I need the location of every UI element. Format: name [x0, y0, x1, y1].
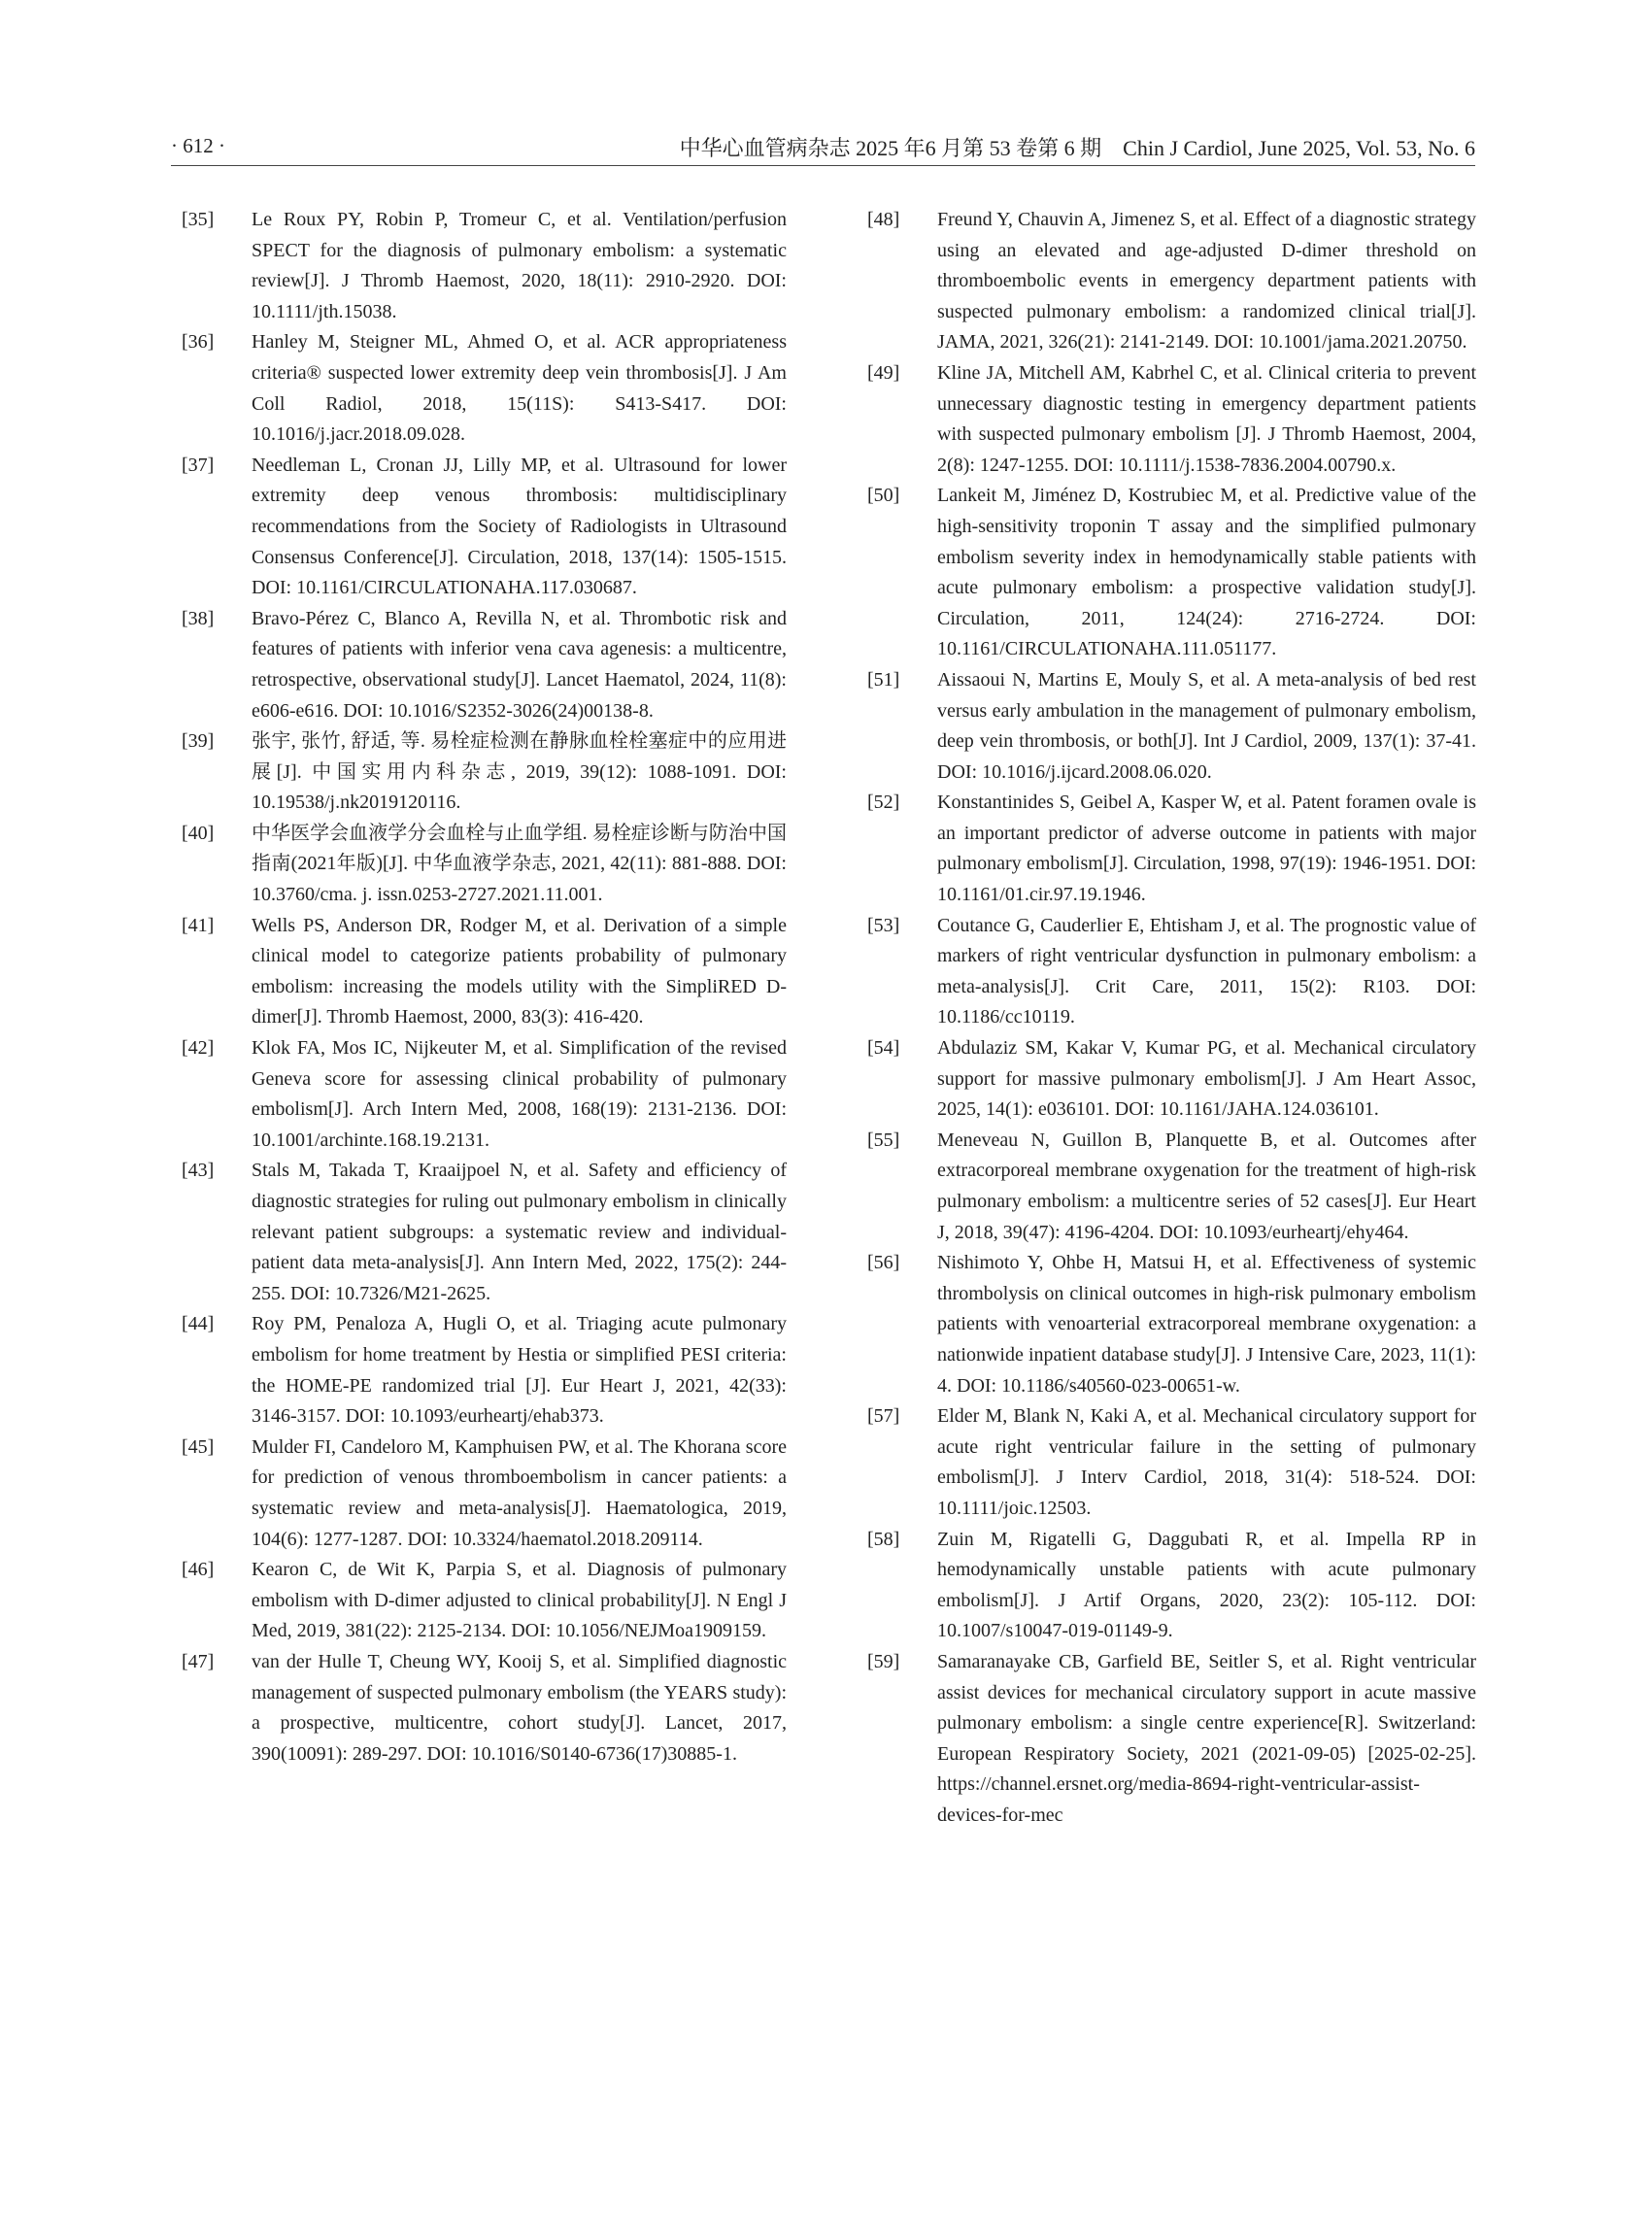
reference-text: Konstantinides S, Geibel A, Kasper W, et al. Patent foramen ovale is an important predictor of adverse outcome in patients with major pulmonary embolism[J]. Circulation, 1998, 97(19): 1946-1951. DOI: 10.1161/01.cir.97.19.1946. — [937, 792, 1476, 906]
reference-item — [867, 1033, 1476, 1126]
reference-item — [182, 726, 787, 819]
reference-text: 中华医学会血液学分会血栓与止血学组. 易栓症诊断与防治中国指南(2021年版)[J]. 中华血液学杂志, 2021, 42(11): 881-888. DOI: 10.3760/cma. j. issn.0253-2727.2021.11.001. — [252, 822, 787, 906]
reference-text: Bravo-Pérez C, Blanco A, Revilla N, et al. Thrombotic risk and features of patients with inferior vena cava agenesis: a multicentre, retrospective, observational study[J]. Lancet Haematol, 2024, 11(8): e606-e616. DOI: 10.1016/S2352-3026(24)00138-8. — [252, 607, 787, 722]
reference-item — [867, 205, 1476, 358]
reference-number: [56] — [867, 1252, 900, 1274]
reference-number: [50] — [867, 485, 900, 507]
reference-item — [182, 1156, 787, 1309]
reference-item — [867, 1401, 1476, 1524]
reference-number: [59] — [867, 1650, 900, 1672]
reference-item — [867, 665, 1476, 788]
reference-number: [53] — [867, 914, 900, 936]
reference-item — [182, 1647, 787, 1770]
reference-item — [867, 1126, 1476, 1248]
reference-item — [867, 1647, 1476, 1832]
reference-number: [40] — [182, 822, 215, 844]
reference-number: [46] — [182, 1559, 215, 1581]
reference-number: [48] — [867, 209, 900, 230]
reference-number: [54] — [867, 1037, 900, 1060]
reference-number: [45] — [182, 1435, 215, 1458]
reference-item — [867, 481, 1476, 665]
reference-text: Le Roux PY, Robin P, Tromeur C, et al. Ventilation/perfusion SPECT for the diagnosis of pulmonary embolism: a systematic review[J]. J Thromb Haemost, 2020, 18(11): 2910-2920. DOI: 10.1111/jth.15038. — [252, 209, 787, 322]
reference-item — [182, 819, 787, 911]
reference-item — [182, 911, 787, 1033]
reference-number: [39] — [182, 730, 215, 753]
reference-text: Needleman L, Cronan JJ, Lilly MP, et al. Ultrasound for lower extremity deep venous thrombosis: multidisciplinary recommendations from the Society of Radiologists in Ultrasound Consensus Conference[J]. Circulation, 2018, 137(14): 1505-1515. DOI: 10.1161/CIRCULATIONAHA.117.030687. — [252, 454, 787, 599]
reference-item — [182, 205, 787, 327]
reference-text: Kline JA, Mitchell AM, Kabrhel C, et al. Clinical criteria to prevent unnecessary diagnostic testing in emergency department patients with suspected pulmonary embolism [J]. J Thromb Haemost, 2004, 2(8): 1247-1255. DOI: 10.1111/j.1538-7836.2004.00790.x. — [937, 361, 1476, 476]
reference-number: [52] — [867, 792, 900, 814]
reference-item — [867, 358, 1476, 481]
page-number: · 612 · — [171, 134, 225, 157]
reference-number: [51] — [867, 668, 900, 691]
reference-number: [38] — [182, 607, 215, 629]
reference-text: Klok FA, Mos IC, Nijkeuter M, et al. Simplification of the revised Geneva score for assessing clinical probability of pulmonary embolism[J]. Arch Intern Med, 2008, 168(19): 2131-2136. DOI: 10.1001/archinte.168.19.2131. — [252, 1037, 787, 1151]
reference-text: Kearon C, de Wit K, Parpia S, et al. Diagnosis of pulmonary embolism with D-dimer adjusted to clinical probability[J]. N Engl J Med, 2019, 381(22): 2125-2134. DOI: 10.1056/NEJMoa1909159. — [252, 1559, 787, 1642]
reference-text: Samaranayake CB, Garfield BE, Seitler S, et al. Right ventricular assist devices for mechanical circulatory support in acute massive pulmonary embolism: a single centre experience[R]. Switzerland: European Respiratory Society, 2021 (2021-09-05) [2025-02-25]. https://channel.ersnet.org/media-8694-right-ventricular-assist-devices-for-mec — [937, 1650, 1476, 1826]
reference-number: [44] — [182, 1313, 215, 1335]
reference-number: [37] — [182, 454, 215, 476]
reference-text: Wells PS, Anderson DR, Rodger M, et al. Derivation of a simple clinical model to categorize patients probability of pulmonary embolism: increasing the models utility with the SimpliRED D-dimer[J]. Thromb Haemost, 2000, 83(3): 416-420. — [252, 914, 787, 1028]
reference-text: Zuin M, Rigatelli G, Daggubati R, et al. Impella RP in hemodynamically unstable patients with acute pulmonary embolism[J]. J Artif Organs, 2020, 23(2): 105-112. DOI: 10.1007/s10047-019-01149-9. — [937, 1528, 1476, 1642]
reference-text: Coutance G, Cauderlier E, Ehtisham J, et al. The prognostic value of markers of right ventricular dysfunction in pulmonary embolism: a meta-analysis[J]. Crit Care, 2011, 15(2): R103. DOI: 10.1186/cc10119. — [937, 914, 1476, 1028]
reference-number: [55] — [867, 1129, 900, 1151]
page-header — [171, 132, 1475, 166]
reference-text: Mulder FI, Candeloro M, Kamphuisen PW, et al. The Khorana score for prediction of venous thromboembolism in cancer patients: a systematic review and meta-analysis[J]. Haematologica, 2019, 104(6): 1277-1287. DOI: 10.3324/haematol.2018.209114. — [252, 1435, 787, 1550]
reference-text: Nishimoto Y, Ohbe H, Matsui H, et al. Effectiveness of systemic thrombolysis on clinical outcomes in high-risk pulmonary embolism patients with venoarterial extracorporeal membrane oxygenation: a nationwide inpatient database study[J]. J Intensive Care, 2023, 11(1): 4. DOI: 10.1186/s40560-023-00651-w. — [937, 1252, 1476, 1397]
reference-number: [41] — [182, 914, 215, 936]
reference-item — [182, 451, 787, 604]
reference-number: [57] — [867, 1405, 900, 1428]
reference-number: [35] — [182, 209, 215, 230]
reference-number: [42] — [182, 1037, 215, 1060]
reference-text: Stals M, Takada T, Kraaijpoel N, et al. Safety and efficiency of diagnostic strategies for ruling out pulmonary embolism in clinically relevant patient subgroups: a systematic review and individual-patient data meta-analysis[J]. Ann Intern Med, 2022, 175(2): 244-255. DOI: 10.7326/M21-2625. — [252, 1160, 787, 1304]
reference-text: 张宇, 张竹, 舒适, 等. 易栓症检测在静脉血栓栓塞症中的应用进展[J]. 中国实用内科杂志, 2019, 39(12): 1088-1091. DOI: 10.19538/j.nk2019120116. — [252, 730, 787, 814]
reference-item — [867, 1248, 1476, 1401]
reference-item — [182, 1033, 787, 1156]
reference-text: van der Hulle T, Cheung WY, Kooij S, et al. Simplified diagnostic management of suspected pulmonary embolism (the YEARS study): a prospective, multicentre, cohort study[J]. Lancet, 2017, 390(10091): 289-297. DOI: 10.1016/S0140-6736(17)30885-1. — [252, 1650, 787, 1765]
reference-item — [182, 1555, 787, 1647]
reference-item — [867, 788, 1476, 910]
reference-item — [867, 911, 1476, 1033]
journal-running-title: 中华心血管病杂志 2025 年6 月第 53 卷第 6 期 Chin J Cardiol, June 2025, Vol. 53, No. 6 — [679, 136, 1475, 160]
reference-item — [867, 1525, 1476, 1647]
reference-number: [36] — [182, 331, 215, 354]
reference-text: Aissaoui N, Martins E, Mouly S, et al. A meta-analysis of bed rest versus early ambulation in the management of pulmonary embolism, deep vein thrombosis, or both[J]. Int J Cardiol, 2009, 137(1): 37-41. DOI: 10.1016/j.ijcard.2008.06.020. — [937, 668, 1476, 783]
reference-item — [182, 1433, 787, 1555]
reference-text: Abdulaziz SM, Kakar V, Kumar PG, et al. Mechanical circulatory support for massive pulmonary embolism[J]. J Am Heart Assoc, 2025, 14(1): e036101. DOI: 10.1161/JAHA.124.036101. — [937, 1037, 1476, 1121]
reference-number: [47] — [182, 1650, 215, 1672]
reference-column-left — [182, 205, 787, 1770]
reference-text: Lankeit M, Jiménez D, Kostrubiec M, et al. Predictive value of the high-sensitivity troponin T assay and the simplified pulmonary embolism severity index in hemodynamically stable patients with acute pulmonary embolism: a prospective validation study[J]. Circulation, 2011, 124(24): 2716-2724. DOI: 10.1161/CIRCULATIONAHA.111.051177. — [937, 485, 1476, 660]
reference-number: [58] — [867, 1528, 900, 1550]
reference-text: Freund Y, Chauvin A, Jimenez S, et al. Effect of a diagnostic strategy using an elevated and age-adjusted D-dimer threshold on thromboembolic events in emergency department patients with suspected pulmonary embolism: a randomized clinical trial[J]. JAMA, 2021, 326(21): 2141-2149. DOI: 10.1001/jama.2021.20750. — [937, 209, 1476, 354]
reference-text: Roy PM, Penaloza A, Hugli O, et al. Triaging acute pulmonary embolism for home treatment by Hestia or simplified PESI criteria: the HOME-PE randomized trial [J]. Eur Heart J, 2021, 42(33): 3146-3157. DOI: 10.1093/eurheartj/ehab373. — [252, 1313, 787, 1428]
reference-text: Elder M, Blank N, Kaki A, et al. Mechanical circulatory support for acute right ventricular failure in the setting of pulmonary embolism[J]. J Interv Cardiol, 2018, 31(4): 518-524. DOI: 10.1111/joic.12503. — [937, 1405, 1476, 1519]
reference-item — [182, 604, 787, 726]
reference-text: Hanley M, Steigner ML, Ahmed O, et al. ACR appropriateness criteria® suspected lower extremity deep vein thrombosis[J]. J Am Coll Radiol, 2018, 15(11S): S413-S417. DOI: 10.1016/j.jacr.2018.09.028. — [252, 331, 787, 446]
reference-column-right — [867, 205, 1476, 1831]
reference-number: [49] — [867, 361, 900, 384]
reference-item — [182, 327, 787, 450]
reference-text: Meneveau N, Guillon B, Planquette B, et al. Outcomes after extracorporeal membrane oxygenation for the treatment of high-risk pulmonary embolism: a multicentre series of 52 cases[J]. Eur Heart J, 2018, 39(47): 4196-4204. DOI: 10.1093/eurheartj/ehy464. — [937, 1129, 1476, 1243]
reference-number: [43] — [182, 1160, 215, 1182]
reference-item — [182, 1309, 787, 1432]
